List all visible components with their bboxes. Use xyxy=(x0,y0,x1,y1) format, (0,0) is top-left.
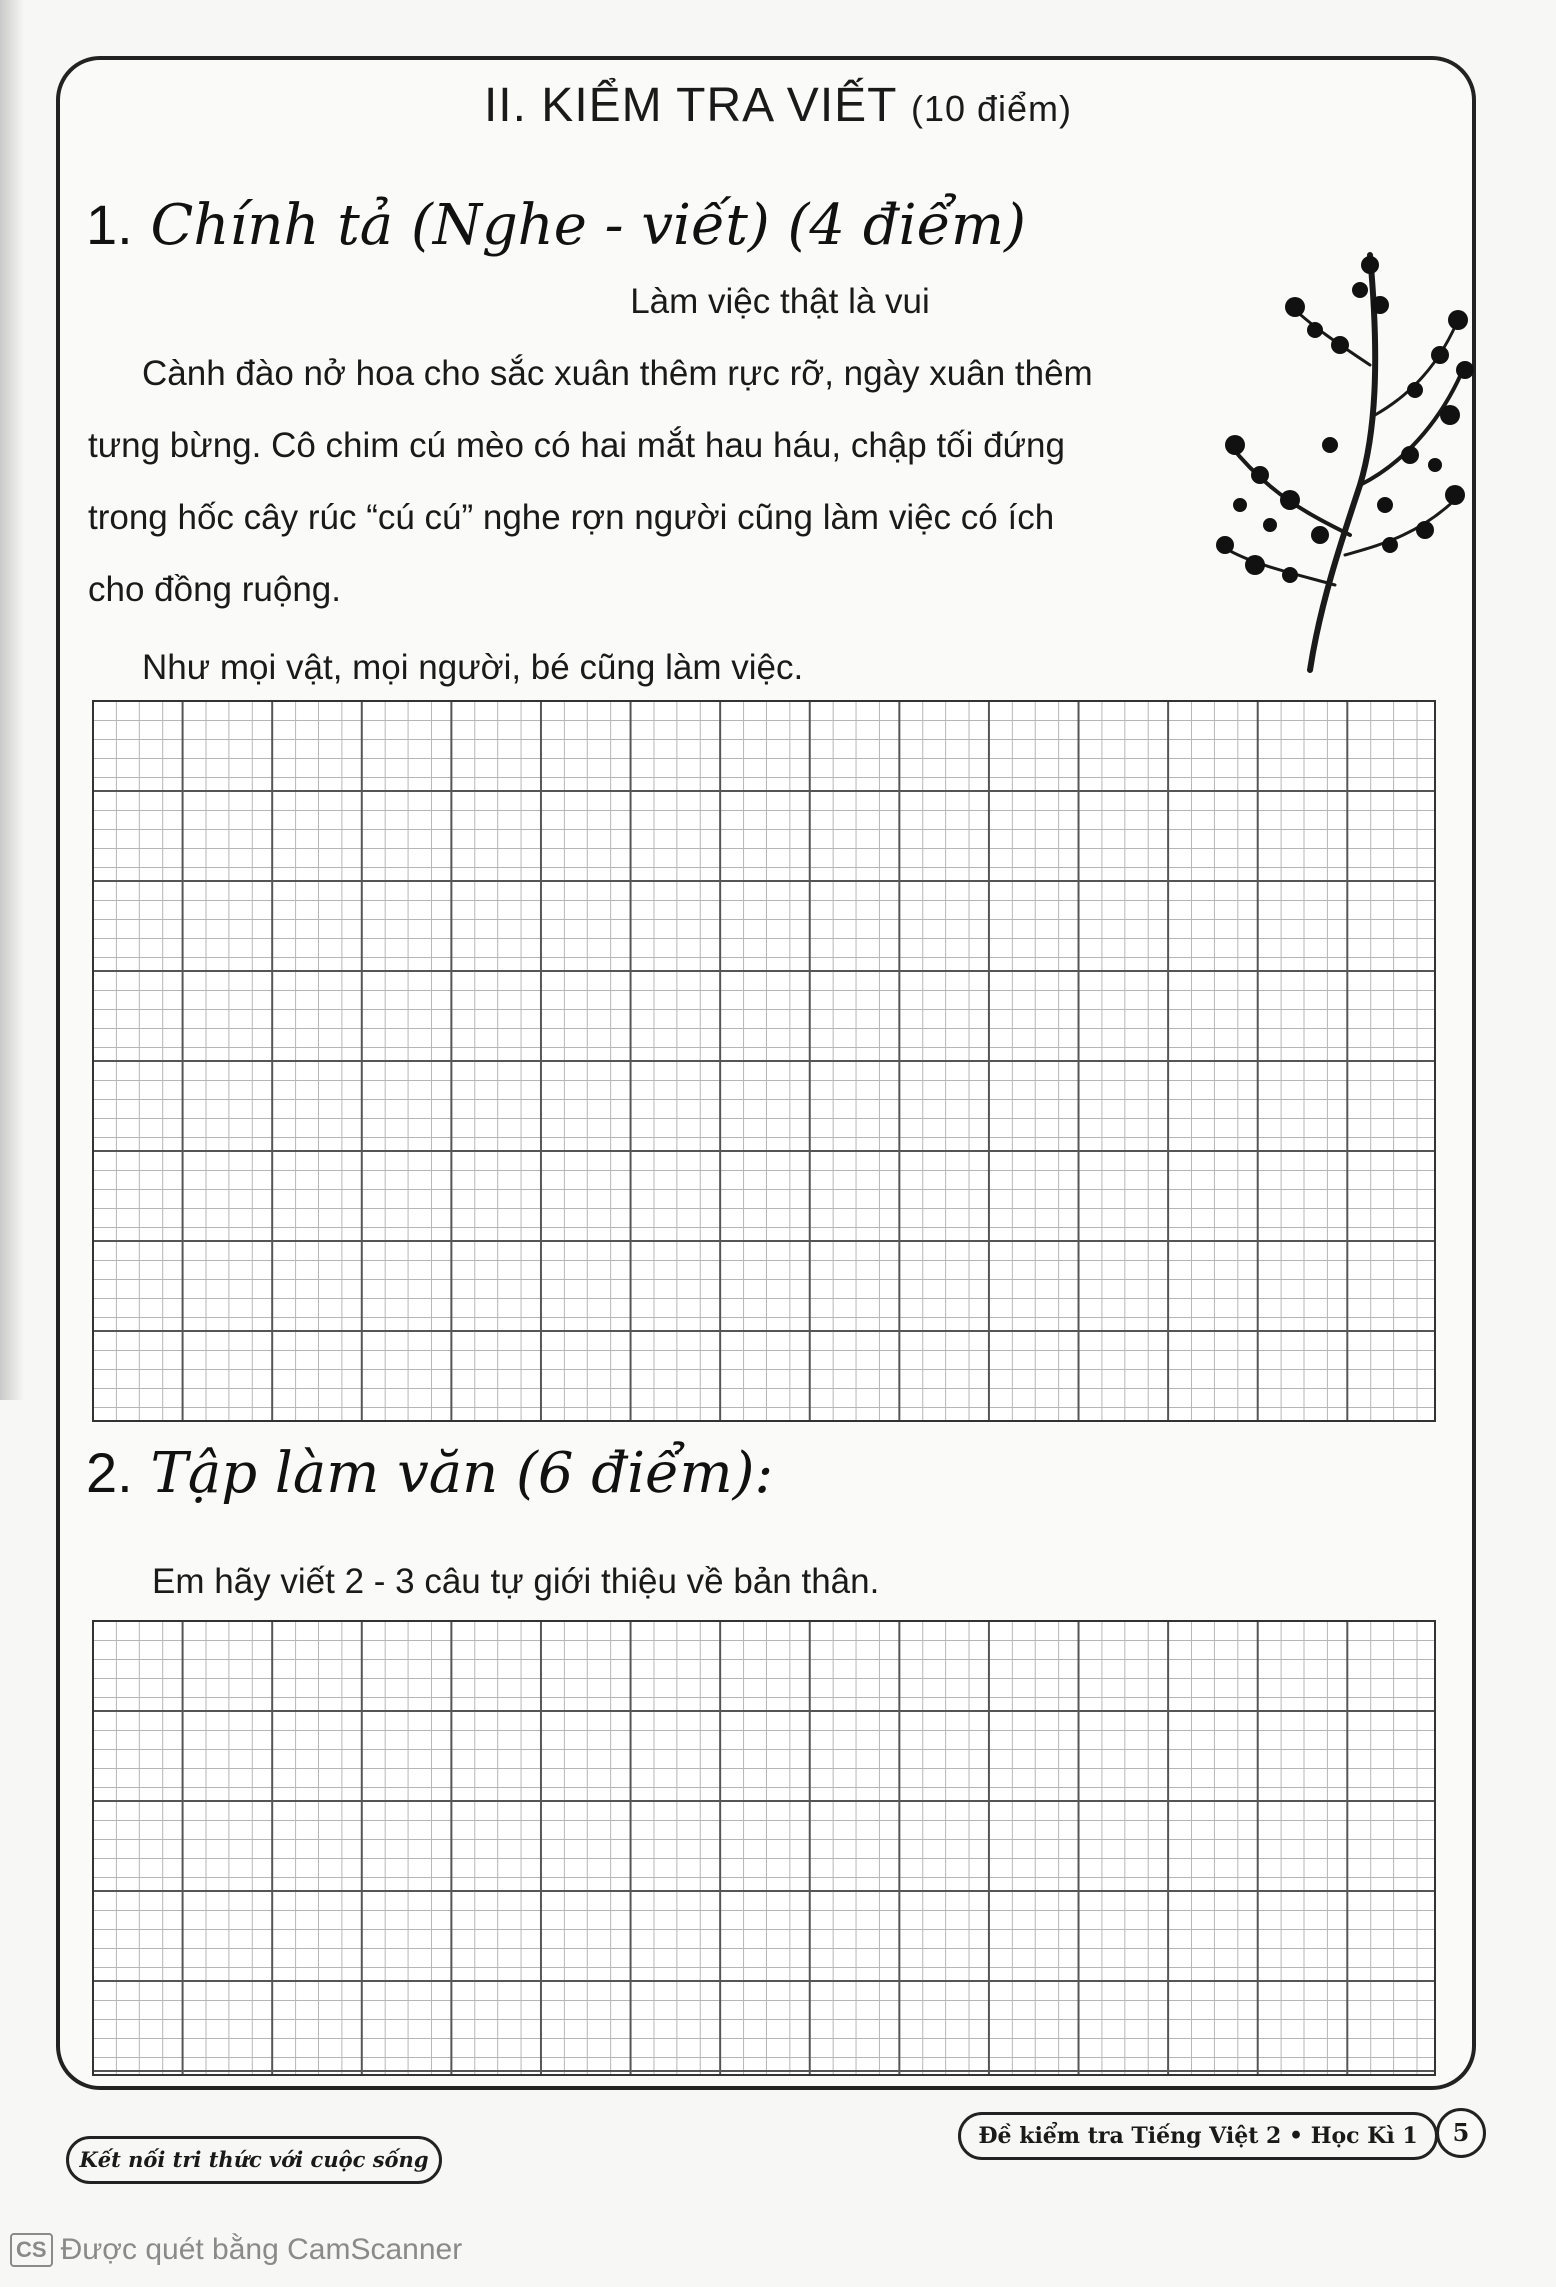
part2-title: Tập làm văn (6 điểm): xyxy=(150,1441,774,1506)
paragraph-line: Cành đào nở hoa cho sắc xuân thêm rực rỡ, ngày xuân thêm xyxy=(142,354,1093,393)
camscanner-logo-icon: CS xyxy=(10,2233,53,2267)
part1-prompt: Như mọi vật, mọi người, bé cũng làm việc. xyxy=(142,648,804,687)
footer-series-label: Kết nối tri thức với cuộc sống xyxy=(66,2136,442,2184)
part1-heading xyxy=(86,192,1026,258)
section-title xyxy=(0,78,1556,133)
writing-grid-part2[interactable] xyxy=(92,1620,1436,2076)
paragraph-line: trong hốc cây rúc “cú cú” nghe rợn người cũng làm việc có ích xyxy=(88,498,1055,537)
dictation-paragraph xyxy=(88,338,1208,626)
part1-title: Chính tả (Nghe - viết) (4 điểm) xyxy=(150,193,1026,258)
part2-heading xyxy=(86,1440,773,1506)
scan-edge-shadow xyxy=(0,0,24,1400)
part2-number: 2. xyxy=(86,1441,133,1504)
blossom-branch-icon xyxy=(1210,245,1480,675)
watermark-text: Được quét bằng CamScanner xyxy=(60,2233,463,2266)
story-title: Làm việc thật là vui xyxy=(630,282,930,321)
footer-book-title: Đề kiểm tra Tiếng Việt 2 • Học Kì 1 xyxy=(958,2112,1438,2160)
paragraph-line: cho đồng ruộng. xyxy=(88,570,341,609)
page-number: 5 xyxy=(1436,2108,1486,2158)
paragraph-line: tưng bừng. Cô chim cú mèo có hai mắt hau háu, chập tối đứng xyxy=(88,426,1065,465)
section-points: (10 điểm) xyxy=(910,88,1073,129)
writing-grid-part1[interactable] xyxy=(92,700,1436,1422)
part2-prompt: Em hãy viết 2 - 3 câu tự giới thiệu về bản thân. xyxy=(152,1562,880,1601)
part1-number: 1. xyxy=(86,193,133,256)
section-title-text: II. KIỂM TRA VIẾT xyxy=(483,79,897,132)
camscanner-watermark xyxy=(10,2228,462,2272)
